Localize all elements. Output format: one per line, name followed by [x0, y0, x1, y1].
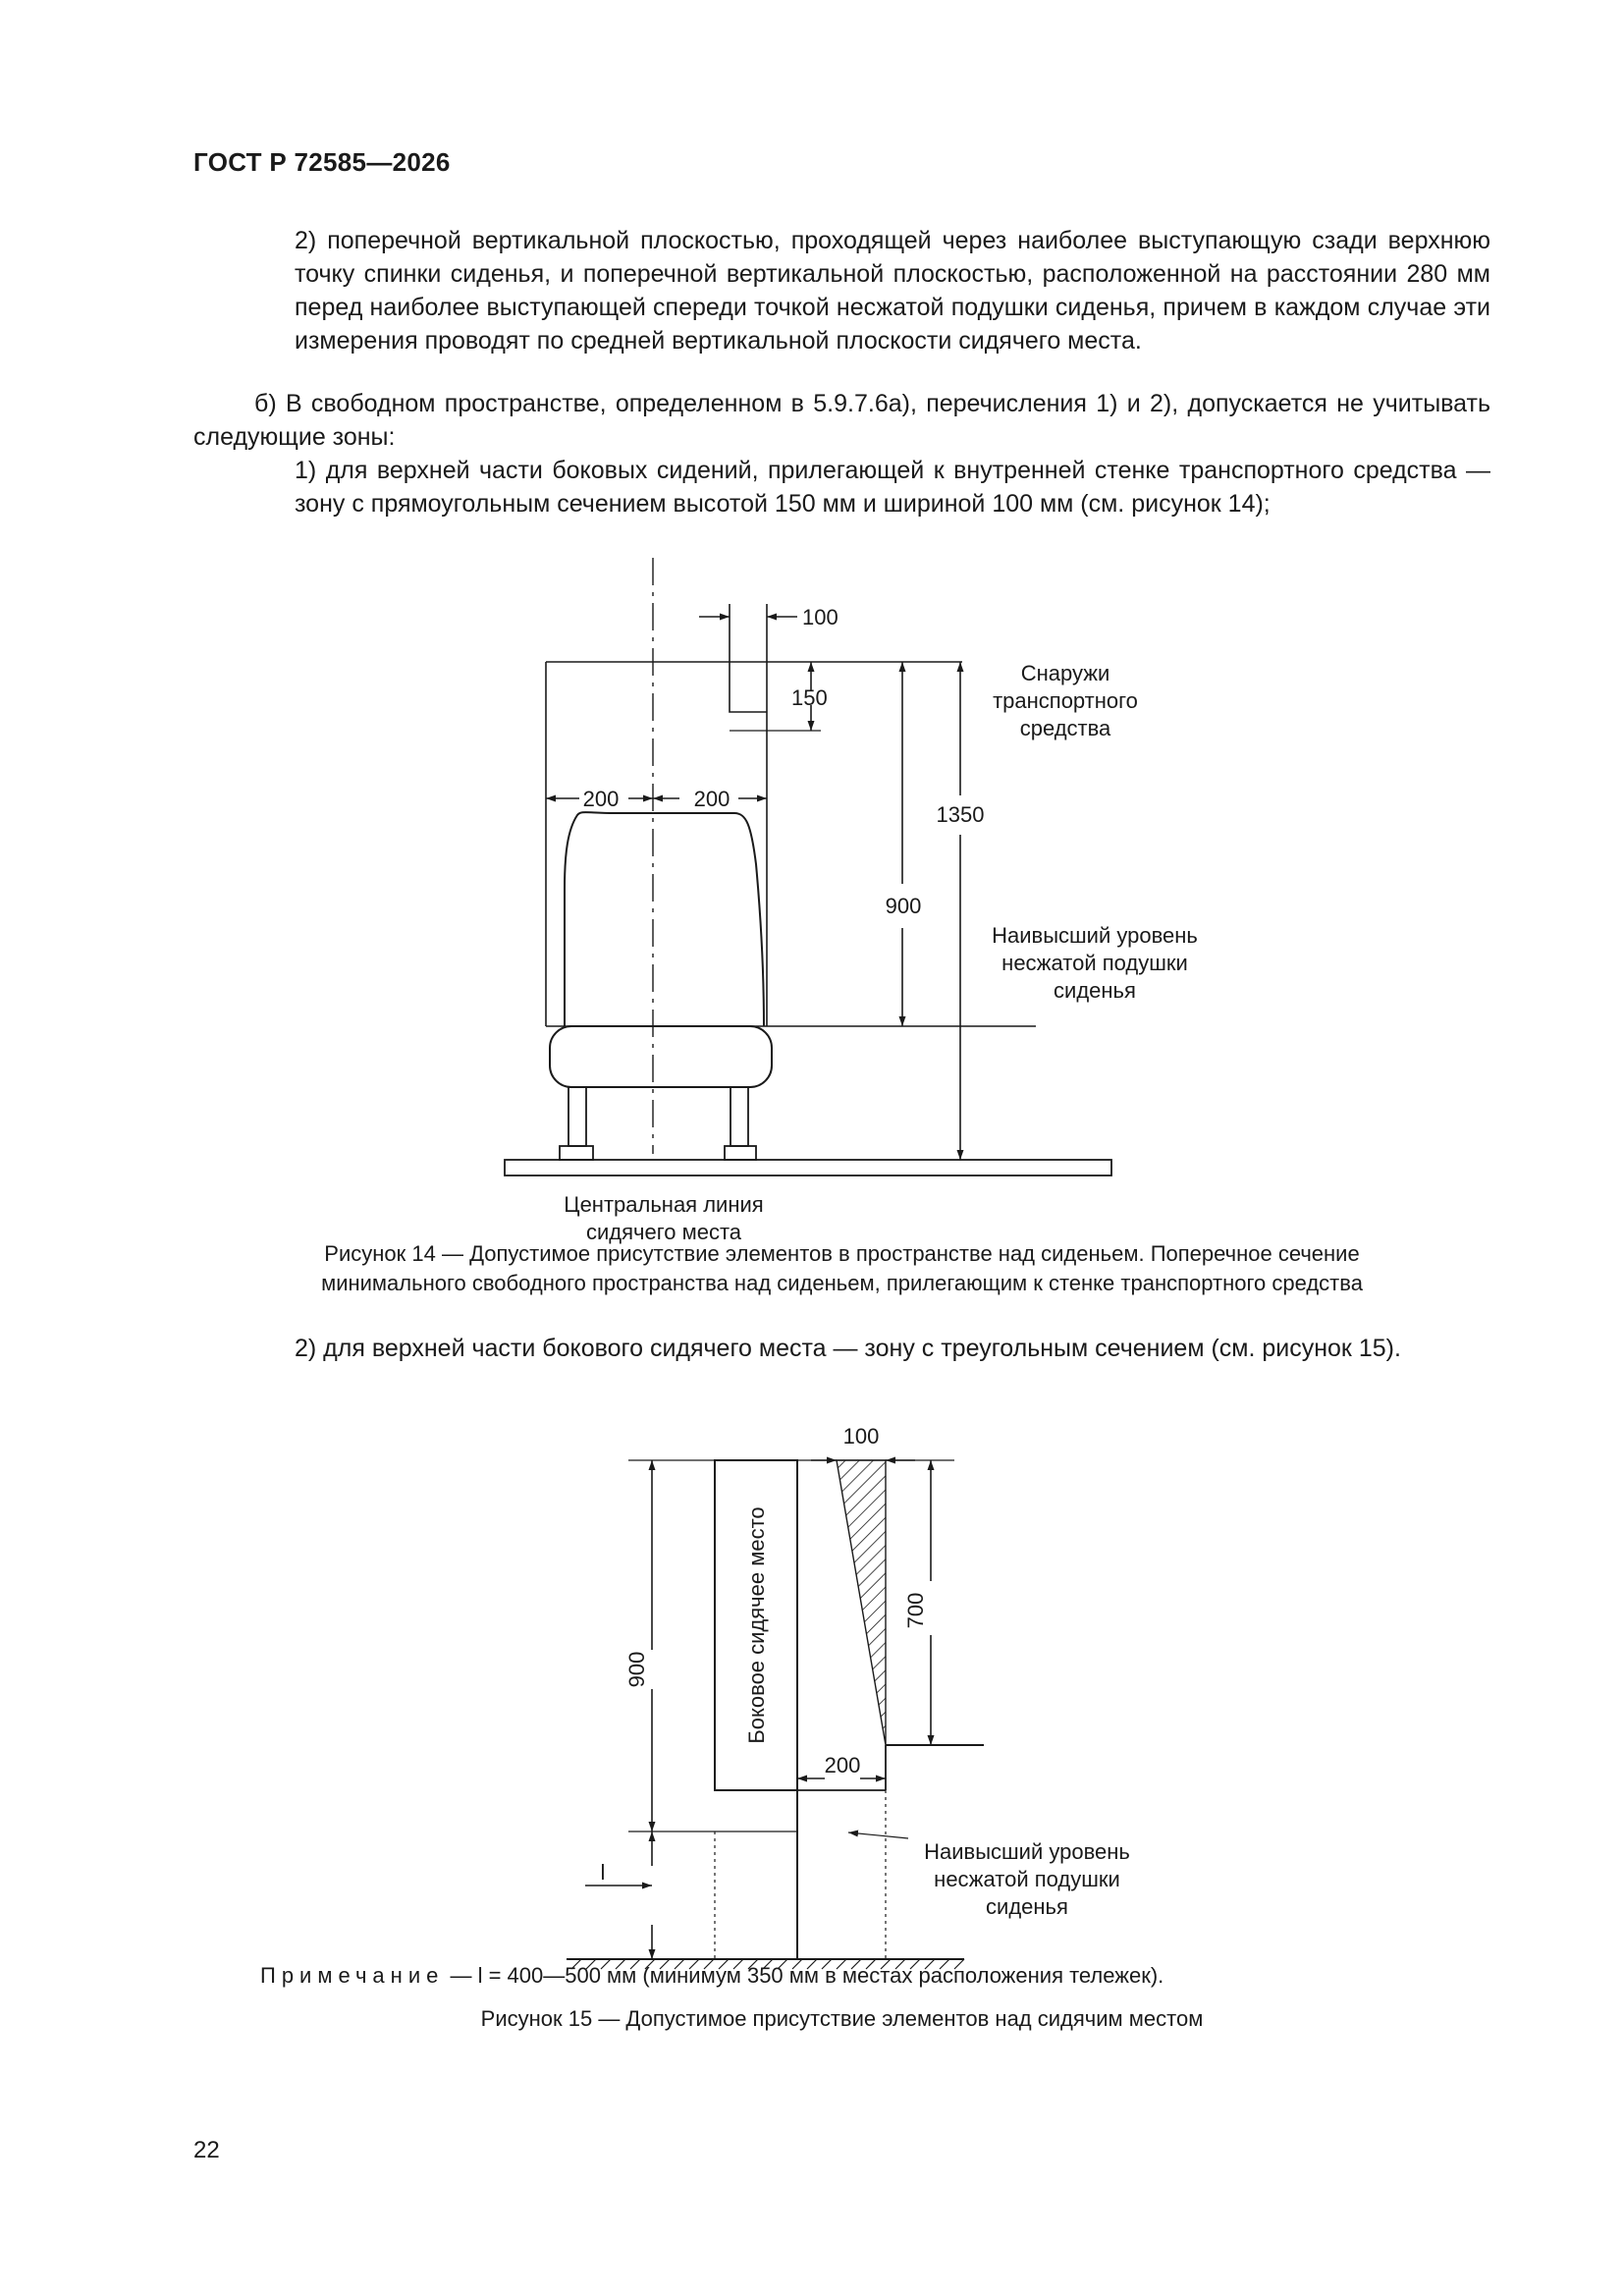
label-cushion-15-3: сиденья: [986, 1894, 1068, 1919]
label-cushion-1: Наивысший уровень: [992, 923, 1198, 948]
dim-100-15: 100: [842, 1424, 880, 1449]
figure-15-caption: Рисунок 15 — Допустимое присутствие элементов над сидячим местом: [480, 2006, 1204, 2031]
paragraph-3: 1) для верхней части боковых сидений, прилегающей к внутренней стенке транспортного средства — зону с прямоугольным сечением высотой 150 мм и шириной 100 мм (см. рисунок 14);: [295, 457, 1490, 518]
label-centerline-1: Центральная линия: [564, 1192, 764, 1217]
dim-l: l: [600, 1860, 606, 1885]
dim-700: 700: [903, 1592, 928, 1629]
dim-150: 150: [791, 685, 828, 710]
figure-14-caption-line-2: минимального свободного пространства над сиденьем, прилегающим к стенке транспортного средства: [321, 1271, 1363, 1295]
excluded-triangle-zone: [837, 1460, 886, 1745]
dim-200-left: 200: [582, 787, 620, 811]
document-id: ГОСТ Р 72585—2026: [193, 147, 451, 177]
label-outside-3: средства: [1019, 716, 1111, 740]
dim-200-15: 200: [824, 1753, 861, 1777]
note-head: Примечание: [260, 1963, 445, 1988]
label-cushion-2: несжатой подушки: [1001, 951, 1188, 975]
dim-1350: 1350: [936, 802, 985, 827]
label-outside-1: Снаружи: [1020, 661, 1110, 685]
label-outside-2: транспортного: [993, 688, 1138, 713]
label-side-seat: Боковое сидячее место: [744, 1506, 769, 1744]
label-cushion-15-2: несжатой подушки: [934, 1867, 1120, 1891]
paragraph-1: 2) поперечной вертикальной плоскостью, проходящей через наиболее выступающую сзади верхнюю точку спинки сиденья, и поперечной вертикальной плоскостью, расположенной на расстоянии 280 мм перед наиболее выступающей спереди точкой несжатой подушки сиденья, причем в каждом случае эти измерения проводят по средней вертикальной плоскости сидячего места.: [295, 227, 1490, 355]
dim-900-15: 900: [624, 1651, 649, 1688]
label-cushion-3: сиденья: [1054, 978, 1136, 1003]
dim-200-right: 200: [693, 787, 730, 811]
note-text: — l = 400—500 мм (минимум 350 мм в местах расположения тележек).: [444, 1963, 1164, 1988]
paragraph-4: 2) для верхней части бокового сидячего места — зону с треугольным сечением (см. рисунок 15).: [295, 1335, 1401, 1362]
dim-100: 100: [802, 605, 839, 629]
page-number: 22: [193, 2137, 220, 2163]
figure-14-caption-line-1: Рисунок 14 — Допустимое присутствие элементов в пространстве над сиденьем. Поперечное сечение: [324, 1241, 1360, 1266]
paragraph-2: б) В свободном пространстве, определенном в 5.9.7.6а), перечисления 1) и 2), допускается не учитывать следующие зоны:: [193, 390, 1490, 451]
note: [260, 1961, 1497, 1991]
label-centerline-2: сидячего места: [585, 1220, 742, 1244]
label-cushion-15-1: Наивысший уровень: [924, 1839, 1130, 1864]
dim-900: 900: [885, 894, 922, 918]
